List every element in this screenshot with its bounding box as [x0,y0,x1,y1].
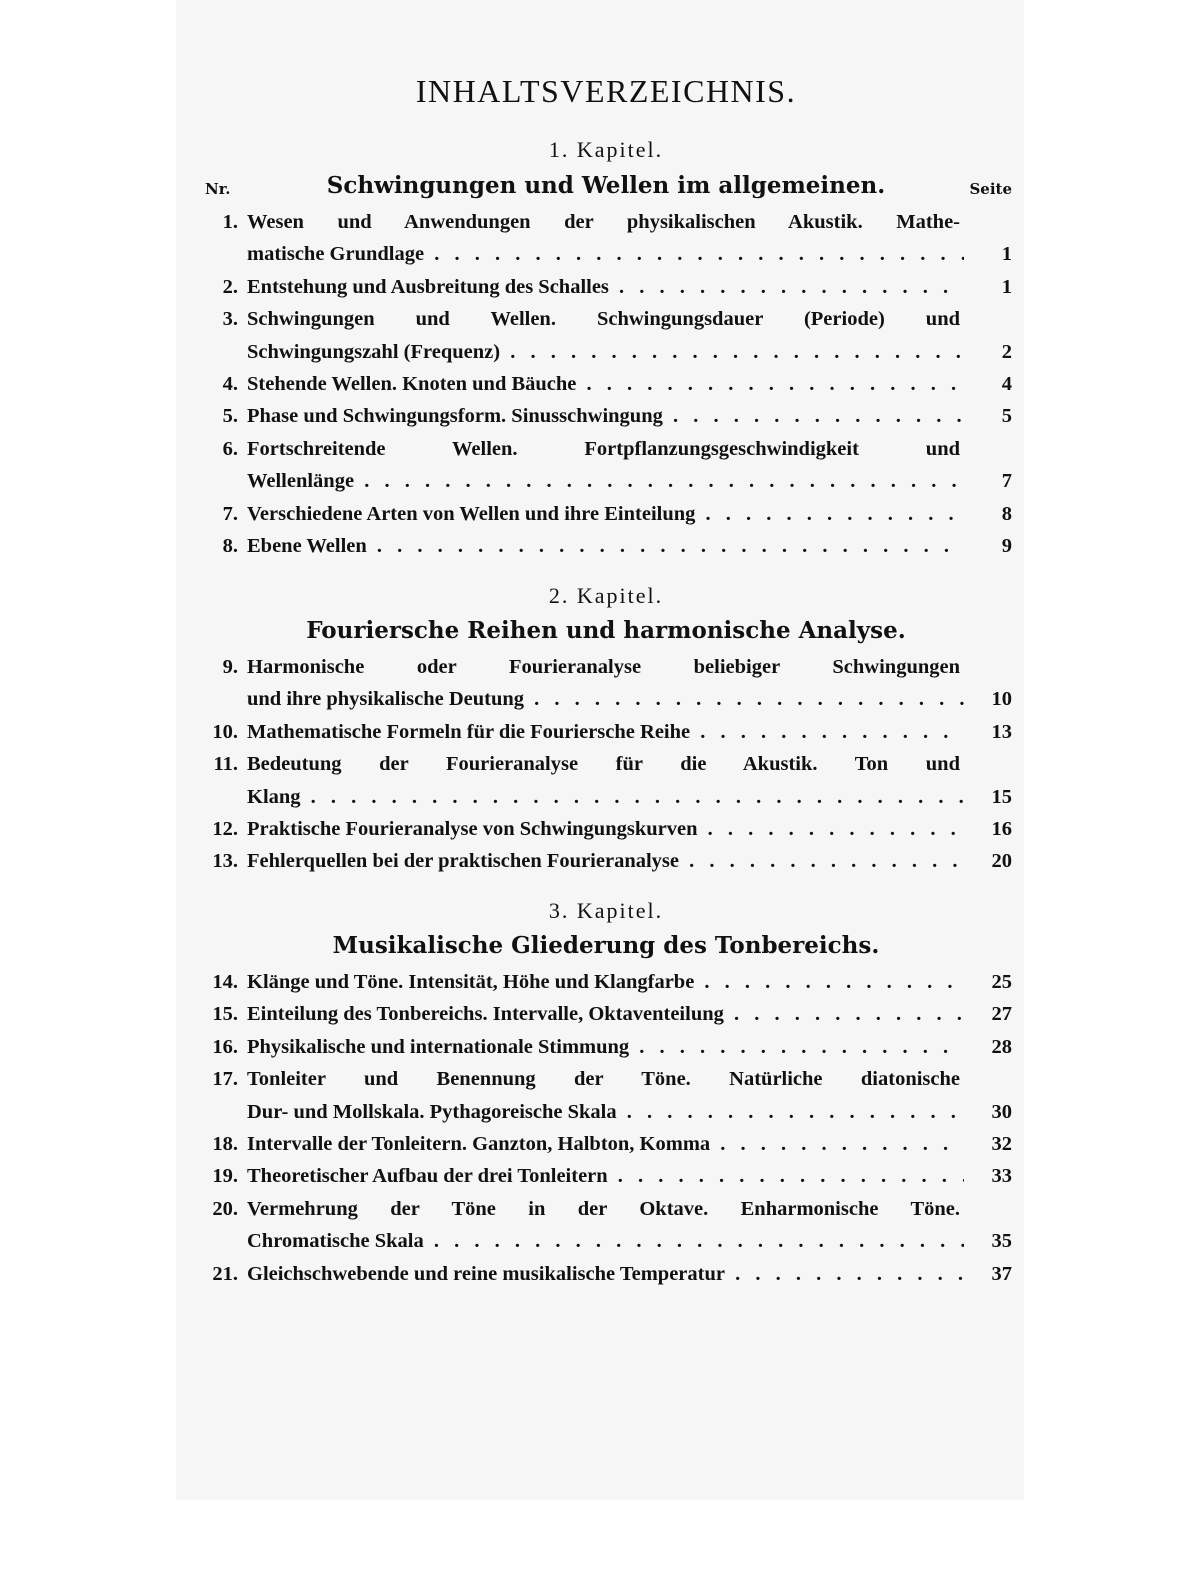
entry-number: 17. [212,1068,238,1091]
entry-text: Wellenlänge . . . [247,466,964,496]
toc-entry[interactable] [200,401,1012,431]
entry-text: Mathematische Formeln für die Fouriersche Reihe . . . [247,717,964,747]
toc-entry[interactable] [200,652,1012,682]
entry-page-number: 35 [991,1230,1012,1253]
nr-column-label: Nr. [205,180,231,198]
entry-page-number: 1 [1001,243,1012,266]
entry-text: Chromatische Skala . . . [247,1226,964,1256]
entry-text: Entstehung und Ausbreitung des Schalles . . . [247,272,964,302]
toc-entry[interactable] [200,434,1012,464]
toc-entry[interactable] [200,684,1012,714]
entry-number: 3. [222,308,238,331]
entry-text: Schwingungszahl (Frequenz) . . . [247,337,964,367]
chapter-2-title: Fouriersche Reihen und harmonische Analyse. [306,617,906,644]
toc-entry[interactable] [200,1129,1012,1159]
toc-entry[interactable] [200,846,1012,876]
entry-page-number: 27 [991,1003,1012,1026]
entry-page-number: 15 [991,785,1012,808]
entry-number: 15. [212,1003,238,1026]
entry-text: Praktische Fourieranalyse von Schwingungskurven . . . [247,814,964,844]
toc-entry[interactable] [200,999,1012,1029]
toc-entry[interactable] [200,717,1012,747]
entry-text: Vermehrung der Töne in der Oktave. Enharmonische Töne. [247,1197,960,1220]
toc-entry[interactable] [200,967,1012,997]
entry-page-number: 16 [991,818,1012,840]
entry-page-number: 30 [991,1100,1012,1123]
toc-entry[interactable] [200,1259,1012,1289]
toc-entry[interactable] [200,272,1012,302]
entry-text: Theoretischer Aufbau der drei Tonleitern . . . [247,1161,964,1191]
entry-text: Wesen und Anwendungen der physikalischen Akustik. Mathe- [247,211,960,233]
toc-entry[interactable] [200,1097,1012,1127]
entry-text: Phase und Schwingungsform. Sinusschwingung . . . [247,401,964,431]
entry-number: 1. [222,211,238,233]
entry-number: 4. [222,373,238,395]
chapter-2-heading: 2. Kapitel. [548,583,664,608]
entry-number: 2. [222,275,238,298]
entry-page-number: 13 [991,720,1012,743]
toc-entry[interactable] [200,466,1012,496]
toc-entry[interactable] [200,337,1012,367]
toc-entry[interactable] [200,304,1012,334]
entry-number: 20. [212,1197,238,1220]
entry-text: Klänge und Töne. Intensität, Höhe und Klangfarbe . . . [247,967,964,997]
entry-number: 12. [212,818,238,840]
entry-number: 16. [212,1035,238,1058]
entry-number: 9. [222,656,238,678]
entry-text: und ihre physikalische Deutung . . . [247,684,964,714]
entry-text: Verschiedene Arten von Wellen und ihre Einteilung . . . [247,499,964,529]
entry-text: Dur- und Mollskala. Pythagoreische Skala . . . [247,1097,964,1127]
entry-text: Stehende Wellen. Knoten und Bäuche . . . [247,369,964,399]
entry-number: 21. [212,1262,238,1285]
entry-text: Intervalle der Tonleitern. Ganzton, Halbton, Komma . . . [247,1129,964,1159]
entry-text: Fortschreitende Wellen. Fortpflanzungsgeschwindigkeit und [247,437,960,460]
entry-page-number: 33 [991,1165,1012,1188]
entry-page-number: 2 [1001,340,1012,363]
entry-text: Physikalische und internationale Stimmung . . . [247,1032,964,1062]
entry-text: Einteilung des Tonbereichs. Intervalle, Oktaventeilung . . . [247,999,964,1029]
toc-entry[interactable] [200,499,1012,529]
chapter-3-heading: 3. Kapitel. [548,898,664,923]
entry-page-number: 32 [991,1133,1012,1155]
toc-entry[interactable] [200,369,1012,399]
toc-entry[interactable] [200,782,1012,812]
entry-text: Ebene Wellen . . . [247,531,964,561]
entry-page-number: 4 [1001,373,1012,395]
entry-text: Harmonische oder Fourieranalyse beliebiger Schwingungen [247,656,960,678]
page-title: INHALTSVERZEICHNIS. [415,73,797,109]
toc-entry[interactable] [200,1032,1012,1062]
entry-page-number: 8 [1001,502,1012,525]
chapter-1-title: Schwingungen und Wellen im allgemeinen. [326,172,886,199]
entry-page-number: 10 [991,688,1012,711]
entry-text: Fehlerquellen bei der praktischen Fourieranalyse . . . [247,846,964,876]
toc-entry[interactable] [200,1161,1012,1191]
entry-number: 10. [212,720,238,743]
entry-text: matische Grundlage . . . [247,239,964,269]
toc-entry[interactable] [200,239,1012,269]
entry-page-number: 28 [991,1035,1012,1058]
entry-number: 5. [222,405,238,428]
entry-page-number: 5 [1001,405,1012,428]
entry-number: 18. [212,1133,238,1155]
entry-number: 11. [213,753,238,776]
entry-number: 6. [222,437,238,460]
entry-text: Gleichschwebende und reine musikalische Temperatur . . . [247,1259,964,1289]
entry-page-number: 25 [991,971,1012,993]
entry-text: Schwingungen und Wellen. Schwingungsdauer (Periode) und [247,308,960,331]
entry-number: 14. [212,971,238,993]
entry-page-number: 1 [1001,275,1012,298]
entry-page-number: 37 [991,1262,1012,1285]
chapter-1-heading: 1. Kapitel. [548,137,664,162]
seite-column-label: Seite [969,180,1012,198]
toc-entry[interactable] [200,207,1012,237]
toc-entry[interactable] [200,1194,1012,1224]
toc-entry[interactable] [200,749,1012,779]
entry-number: 13. [212,850,238,873]
entry-number: 7. [222,502,238,525]
entry-page-number: 9 [1001,535,1012,557]
chapter-3-title: Musikalische Gliederung des Tonbereichs. [332,932,880,959]
entry-number: 19. [212,1165,238,1188]
entry-page-number: 7 [1001,470,1012,493]
entry-text: Bedeutung der Fourieranalyse für die Akustik. Ton und [247,753,960,776]
entry-text: Klang . . . [247,782,964,812]
entry-number: 8. [222,535,238,557]
toc-entry[interactable] [200,814,1012,844]
toc-entry[interactable] [200,1064,1012,1094]
entry-text: Tonleiter und Benennung der Töne. Natürliche diatonische [247,1068,960,1091]
entry-page-number: 20 [991,850,1012,873]
toc-entry[interactable] [200,1226,1012,1256]
toc-entry[interactable] [200,531,1012,561]
